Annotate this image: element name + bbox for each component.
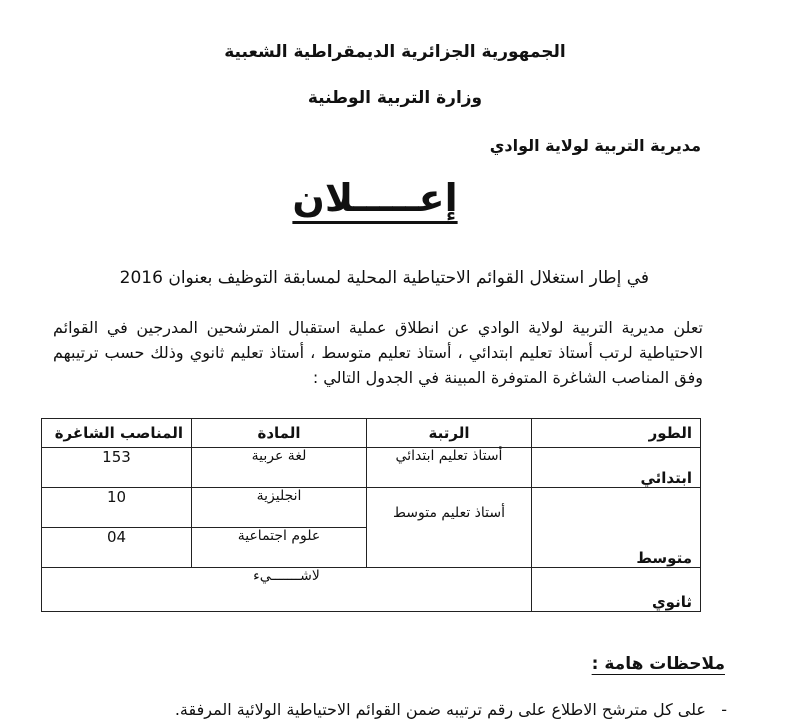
notes-title: ملاحظات هامة : (591, 654, 725, 674)
announcement-title: إعـــــلان (292, 176, 458, 220)
directorate-header: مديرية التربية لولاية الوادي (489, 136, 701, 155)
rank-primary: أستاذ تعليم ابتدائي (367, 448, 532, 488)
note-item: - على كل مترشح الاطلاع على رقم ترتيبه ضمن القوائم الاحتياطية الولائية المرفقة. (174, 700, 727, 719)
republic-header: الجمهورية الجزائرية الديمقراطية الشعبية (224, 42, 566, 62)
phase-primary: ابتدائي (532, 448, 701, 488)
note-item-text: على كل مترشح الاطلاع على رقم ترتيبه ضمن القوائم الاحتياطية الولائية المرفقة. (174, 700, 706, 719)
secondary-none: لاشـــــــيء (42, 568, 532, 612)
subject-arabic: لغة عربية (192, 448, 367, 488)
vacancies-social-sciences: 04 (42, 528, 192, 568)
table-row (42, 448, 701, 488)
table-row (42, 568, 701, 612)
table-row (42, 488, 701, 528)
ministry-header: وزارة التربية الوطنية (307, 88, 483, 108)
header-vacancies: المناصب الشاغرة (42, 419, 192, 448)
phase-middle: متوسط (532, 488, 701, 568)
table-header-row (42, 419, 701, 448)
vacancies-table (41, 418, 701, 612)
vacancies-arabic: 153 (42, 448, 192, 488)
subject-english: انجليزية (192, 488, 367, 528)
intro-line: في إطار استغلال القوائم الاحتياطية المحلية لمسابقة التوظيف بعنوان 2016 (119, 268, 649, 288)
header-rank: الرتبة (367, 419, 532, 448)
vacancies-english: 10 (42, 488, 192, 528)
body-paragraph: تعلن مديرية التربية لولاية الوادي عن انطلاق عملية استقبال المترشحين المدرجين في القوائم الاحتياطية لرتب أستاذ تعليم ابتدائي ، أستاذ تعليم متوسط ، أستاذ تعليم ثانوي وذلك حسب ترتيبهم وفق المناصب الشاغرة المتوفرة المبينة في الجدول التالي : (53, 318, 703, 387)
header-phase: الطور (532, 419, 701, 448)
subject-social-sciences: علوم اجتماعية (192, 528, 367, 568)
rank-middle: أستاذ تعليم متوسط (367, 488, 532, 568)
header-subject: المادة (192, 419, 367, 448)
phase-secondary: ثانوي (532, 568, 701, 612)
